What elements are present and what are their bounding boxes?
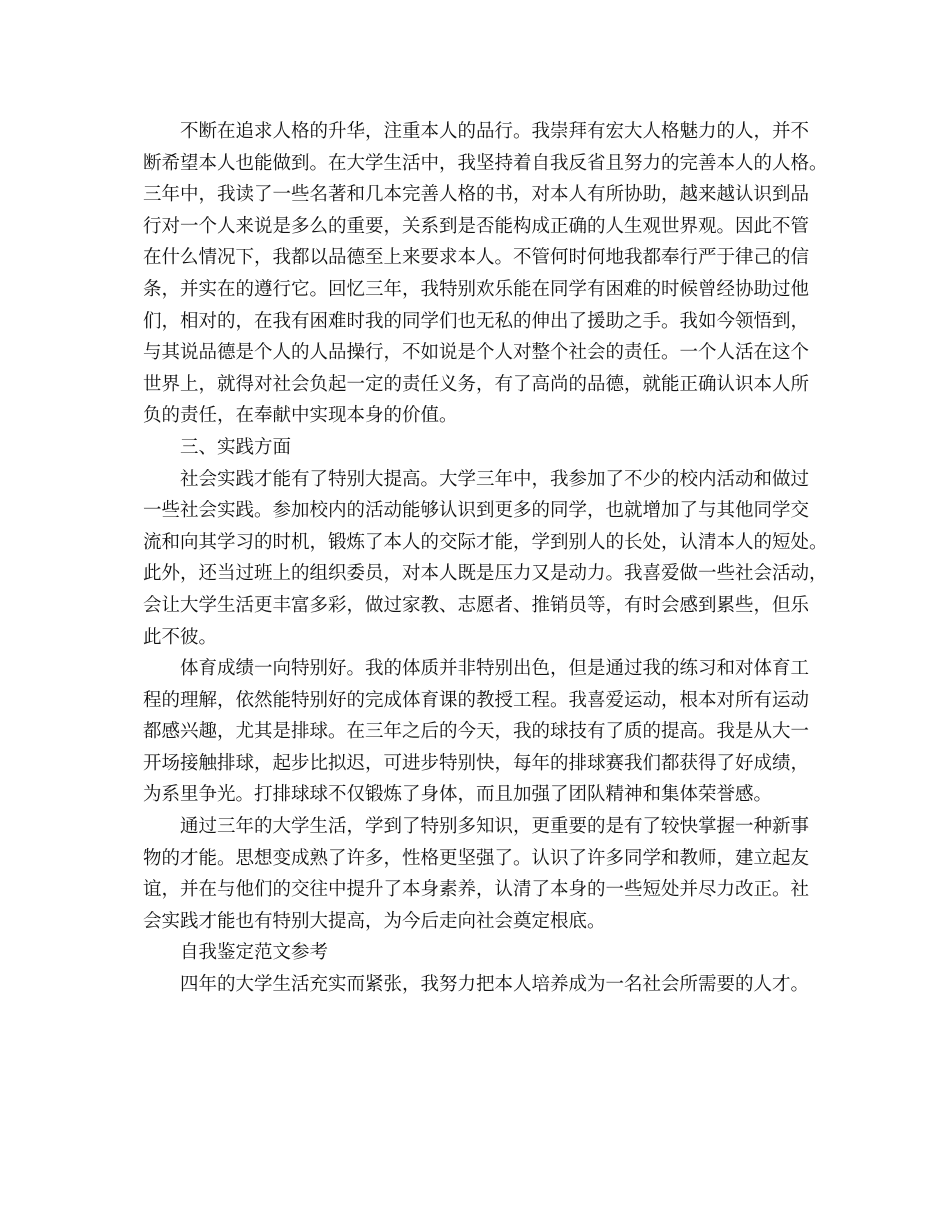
section-heading: 三、实践方面 [180, 436, 292, 458]
paragraph-line: 流和向其学习的时机，锻炼了本人的交际才能，学到别人的长处，认清本人的短处。 [143, 531, 828, 553]
paragraph-line: 在什么情况下，我都以品德至上来要求本人。不管何时何地我都奉行严于律己的信 [143, 247, 810, 269]
paragraph-line: 会实践才能也有特别大提高，为今后走向社会奠定根底。 [143, 910, 606, 932]
paragraph-line: 此不彼。 [143, 626, 218, 648]
paragraph-line: 谊，并在与他们的交往中提升了本身素养，认清了本身的一些短处并尽力改正。社 [143, 879, 810, 901]
document-body [143, 116, 828, 1001]
paragraph-line: 物的才能。思想变成熟了许多，性格更坚强了。认识了许多同学和教师，建立起友 [143, 847, 810, 869]
paragraph-line: 四年的大学生活充实而紧张，我努力把本人培养成为一名社会所需要的人才。 [180, 974, 810, 996]
paragraph-line: 此外，还当过班上的组织委员，对本人既是压力又是动力。我喜爱做一些社会活动， [143, 563, 828, 585]
paragraph-line: 通过三年的大学生活，学到了特别多知识，更重要的是有了较快掌握一种新事 [180, 816, 810, 838]
paragraph-line: 会让大学生活更丰富多彩，做过家教、志愿者、推销员等，有时会感到累些，但乐 [143, 594, 810, 616]
paragraph-line: 开场接触排球，起步比拟迟，可进步特别快，每年的排球赛我们都获得了好成绩， [143, 752, 810, 774]
paragraph-line: 为系里争光。打排球球不仅锻炼了身体，而且加强了团队精神和集体荣誉感。 [143, 784, 773, 806]
paragraph-line: 负的责任，在奉献中实现本身的价值。 [143, 405, 458, 427]
paragraph-line: 世界上，就得对社会负起一定的责任义务，有了高尚的品德，就能正确认识本人所 [143, 373, 810, 395]
paragraph-line: 都感兴趣，尤其是排球。在三年之后的今天，我的球技有了质的提高。我是从大一 [143, 721, 810, 743]
paragraph-line: 与其说品德是个人的人品操行，不如说是个人对整个社会的责任。一个人活在这个 [143, 342, 810, 364]
paragraph-line: 们，相对的，在我有困难时我的同学们也无私的伸出了援助之手。我如今领悟到， [143, 310, 810, 332]
paragraph-line: 体育成绩一向特别好。我的体质并非特别出色，但是通过我的练习和对体育工 [180, 658, 810, 680]
paragraph-line: 三年中，我读了一些名著和几本完善人格的书，对本人有所协助，越来越认识到品 [143, 184, 810, 206]
paragraph-line: 断希望本人也能做到。在大学生活中，我坚持着自我反省且努力的完善本人的人格。 [143, 152, 828, 174]
paragraph-line: 程的理解，依然能特别好的完成体育课的教授工程。我喜爱运动，根本对所有运动 [143, 689, 810, 711]
paragraph-line: 行对一个人来说是多么的重要，关系到是否能构成正确的人生观世界观。因此不管 [143, 215, 810, 237]
paragraph-line: 一些社会实践。参加校内的活动能够认识到更多的同学，也就增加了与其他同学交 [143, 500, 810, 522]
section-heading: 自我鉴定范文参考 [180, 942, 329, 964]
paragraph-line: 不断在追求人格的升华，注重本人的品行。我崇拜有宏大人格魅力的人，并不 [180, 121, 810, 142]
paragraph-line: 条，并实在的遵行它。回忆三年，我特别欢乐能在同学有困难的时候曾经协助过他 [143, 278, 810, 300]
paragraph-line: 社会实践才能有了特别大提高。大学三年中，我参加了不少的校内活动和做过 [180, 468, 810, 490]
